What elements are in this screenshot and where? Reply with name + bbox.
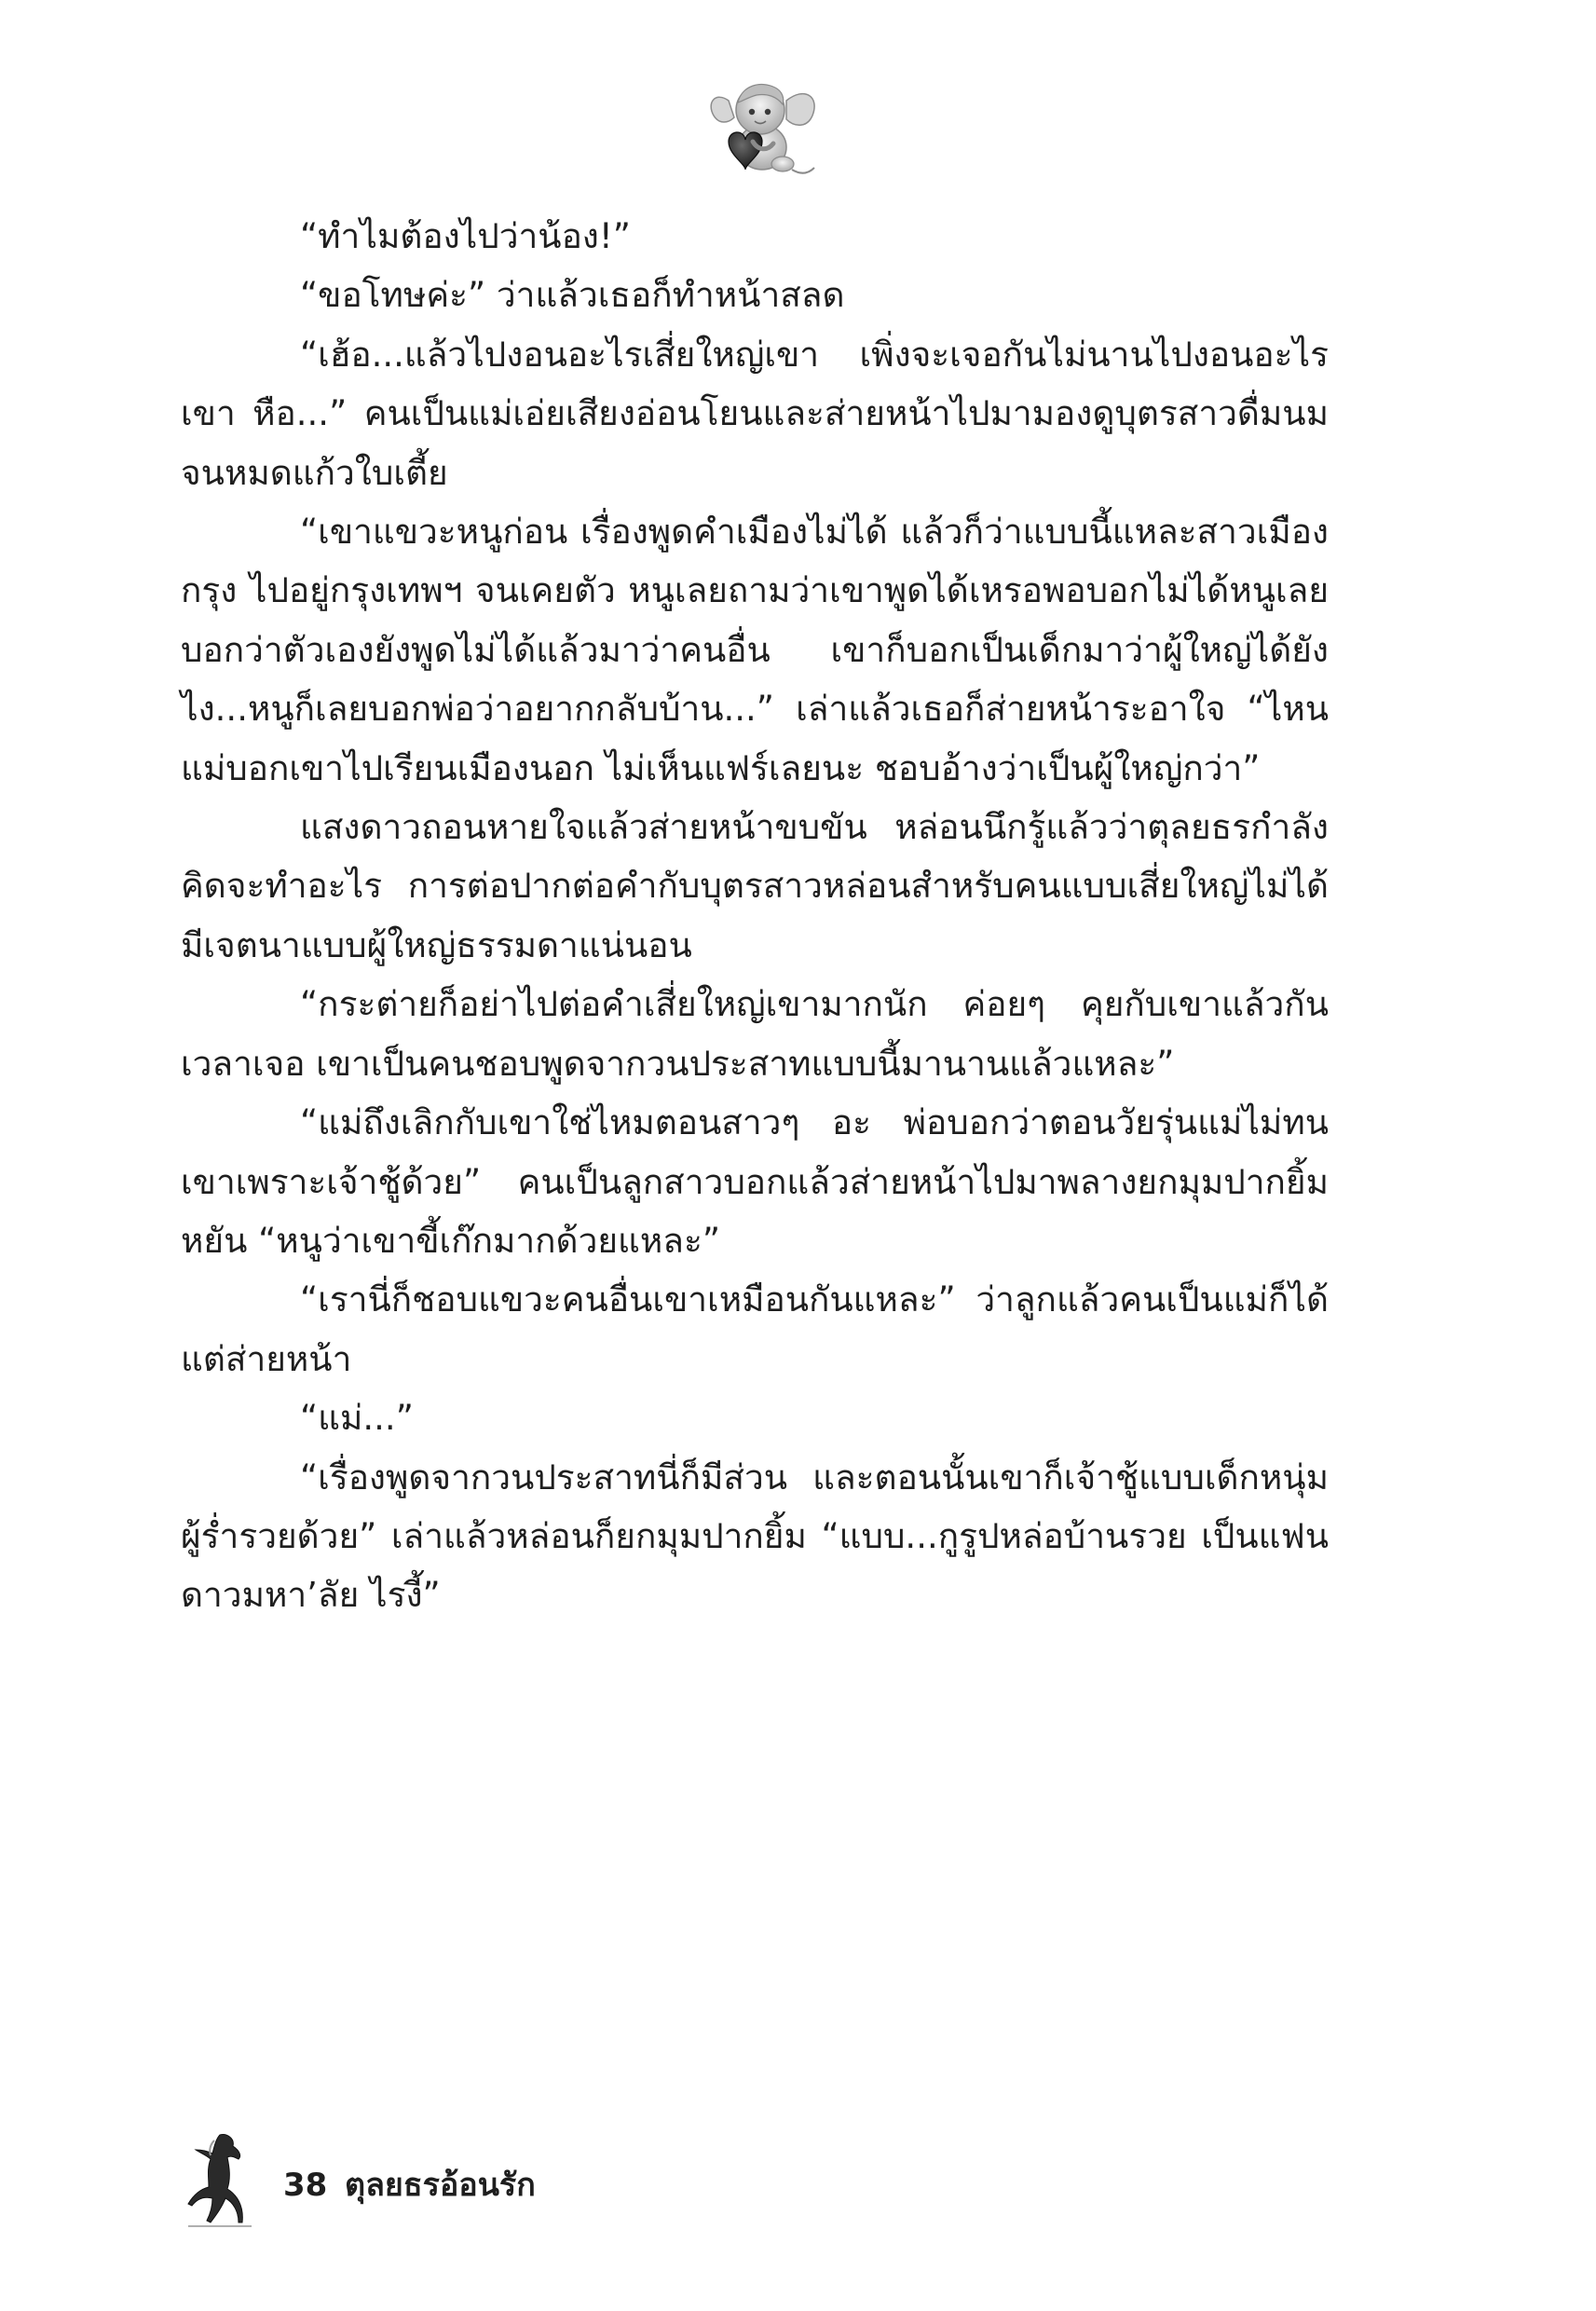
- cupid-with-heart-icon: [701, 73, 822, 183]
- page-body-text: [181, 207, 1329, 1625]
- paragraph: “แม่...”: [300, 1398, 414, 1439]
- paragraph: แสงดาวถอนหายใจแล้วส่ายหน้าขบขัน หล่อนนึกรู้แล้วว่าตุลยธรกำลังคิดจะทำอะไร การต่อปากต่อคำกับบุตรสาวหล่อนสำหรับคนแบบเสี่ยใหญ่ไม่ได้มีเจตนาแบบผู้ใหญ่ธรรมดาแน่นอน: [181, 807, 1329, 965]
- paragraph: “แม่ถึงเลิกกับเขาใช่ไหมตอนสาวๆ อะ พ่อบอกว่าตอนวัยรุ่นแม่ไม่ทนเขาเพราะเจ้าชู้ด้วย” คนเป็นลูกสาวบอกแล้วส่ายหน้าไปมาพลางยกมุมปากยิ้มหยัน “หนูว่าเขาขี้เก๊กมากด้วยแหละ”: [181, 1102, 1329, 1261]
- paragraph: “ทำไมต้องไปว่าน้อง!”: [300, 216, 631, 256]
- paragraph: “เรื่องพูดจากวนประสาทนี่ก็มีส่วน และตอนนั้นเขาก็เจ้าชู้แบบเด็กหนุ่มผู้ร่ำรวยด้วย” เล่าแล้วหล่อนก็ยกมุมปากยิ้ม “แบบ...กูรูปหล่อบ้านรวย เป็นแฟนดาวมหา’ลัย ไรงี้”: [181, 1456, 1329, 1616]
- paragraph: “เฮ้อ...แล้วไปงอนอะไรเสี่ยใหญ่เขา เพิ่งจะเจอกันไม่นานไปงอนอะไรเขา หือ...” คนเป็นแม่เอ่ยเสียงอ่อนโยนและส่ายหน้าไปมามองดูบุตรสาวดื่มนมจนหมดแก้วใบเตี้ย: [181, 334, 1329, 493]
- paragraph: “เขาแขวะหนูก่อน เรื่องพูดคำเมืองไม่ได้ แล้วก็ว่าแบบนี้แหละสาวเมืองกรุง ไปอยู่กรุงเทพฯ จนเคยตัว หนูเลยถามว่าเขาพูดได้เหรอพอบอกไม่ได้หนูเลยบอกว่าตัวเองยังพูดไม่ได้แล้วมาว่าคนอื่น เขาก็บอกเป็นเด็กมาว่าผู้ใหญ่ได้ยังไง...หนูก็เลยบอกพ่อว่าอยากกลับบ้าน...” เล่าแล้วเธอก็ส่ายหน้าระอาใจ “ไหนแม่บอกเขาไปเรียนเมืองนอก ไม่เห็นแฟร์เลยนะ ชอบอ้างว่าเป็นผู้ใหญ่กว่า”: [181, 512, 1329, 788]
- page-footer: [173, 2129, 732, 2234]
- page-number: 38: [283, 2167, 328, 2204]
- rearing-horse-icon: [173, 2129, 259, 2234]
- paragraph: “ขอโทษค่ะ” ว่าแล้วเธอก็ทำหน้าสลด: [300, 275, 845, 316]
- paragraph: “กระต่ายก็อย่าไปต่อคำเสี่ยใหญ่เขามากนัก ค่อยๆ คุยกับเขาแล้วกันเวลาเจอ เขาเป็นคนชอบพูดจากวนประสาทแบบนี้มานานแล้วแหละ”: [181, 984, 1329, 1084]
- book-title: ตุลยธรอ้อนรัก: [345, 2167, 536, 2204]
- paragraph: “เรานี่ก็ชอบแขวะคนอื่นเขาเหมือนกันแหละ” ว่าลูกแล้วคนเป็นแม่ก็ได้แต่ส่ายหน้า: [181, 1279, 1329, 1379]
